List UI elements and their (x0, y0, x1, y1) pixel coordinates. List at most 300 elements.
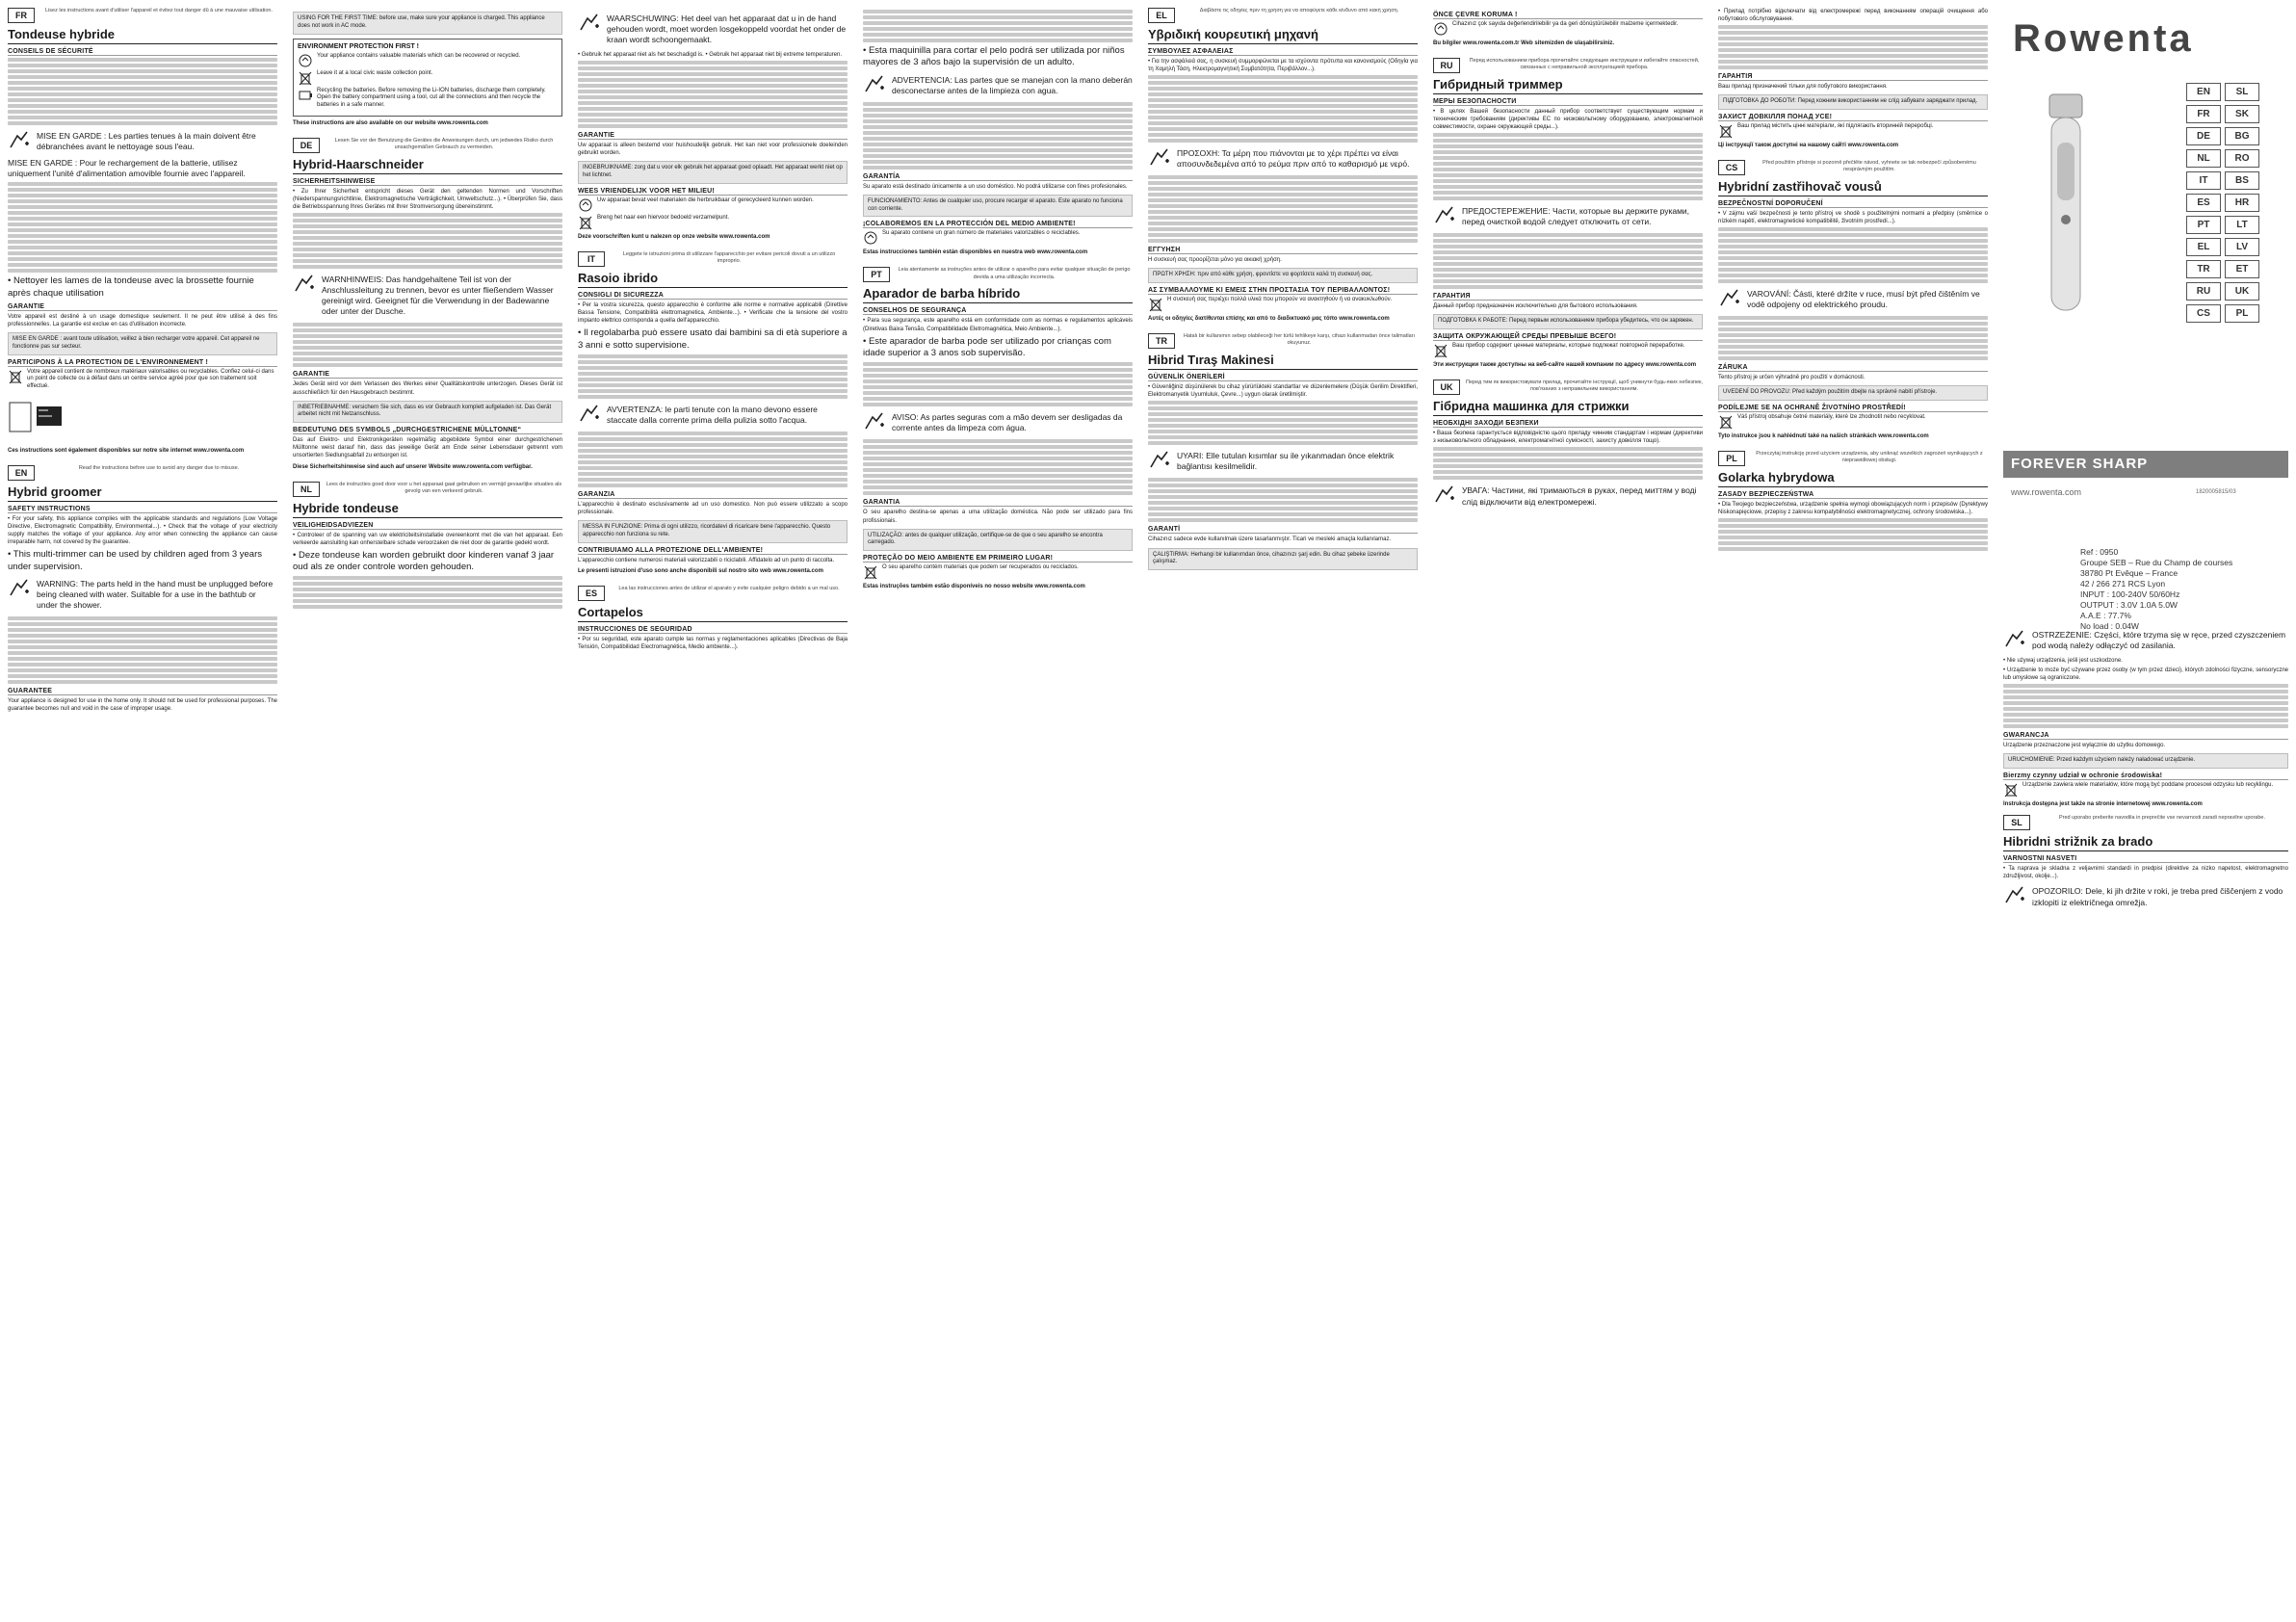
section-sl (2003, 815, 2288, 910)
env-heading: ΑΣ ΣΥΜΒΑΛΛΟΥΜΕ ΚΙ ΕΜΕΙΣ ΣΤΗΝ ΠΡΟΣΤΑΣΙΑ ΤΟΥ ΠΕΡΙΒΑΛΛΟΝΤΟΣ! (1148, 287, 1418, 295)
hand-water-icon (863, 72, 888, 95)
warning-text-2: MISE EN GARDE : Pour le rechargement de la batterie, utilisez uniquement l'unité d'alimentation amovible fournie avec l'appareil. (8, 158, 246, 179)
first-use-box: FUNCIONAMIENTO: Antes de cualquier uso, procure recargar el aparato. Este aparato no funciona con corriente. (863, 195, 1133, 218)
website-note: Ці інструкції також доступні на нашому сайті www.rowenta.com (1718, 143, 1899, 149)
warning-block (863, 409, 1133, 436)
safety-text: • For your safety, this appliance complies with the applicable standards and regulations (Low Voltage Directive, Electromagnetic Compatibility, Environmental...). • Check that the voltage of your electricity supply matches the voltage of your appliance. Any error when connecting the appliance can cause irreparable harm, not covered by the guarantee. (8, 516, 277, 546)
safety-heading: SICHERHEITSHINWEISE (293, 178, 562, 186)
safety-text-2: • Urządzenie to może być używane przez osoby (w tym przez dzieci), których zdolności fizyczne, sensoryczne lub umysłowe są ograniczone. (2003, 667, 2288, 682)
column-7 (1718, 8, 1988, 1614)
first-use-box: ПІДГОТОВКА ДО РОБОТИ: Перед кожним використанням не слід забувати заряджати прилад. (1718, 94, 1988, 110)
safety-text-block (1718, 518, 1988, 551)
warning-text: MISE EN GARDE : Les parties tenues à la main doivent être débranchées avant le nettoyage sous l'eau. (37, 131, 256, 152)
safety-text-block-2 (1718, 316, 1988, 360)
crossed-bin-icon (2003, 782, 2019, 798)
warning-text: WAARSCHUWING: Het deel van het apparaat dat u in de hand gehouden wordt, moet worden losgekoppeld voordat het onder de kraan wordt schoongemaakt. (607, 13, 847, 45)
safety-heading: ΣΥΜΒΟΥΛΕΣ ΑΣΦΑΛΕΙΑΣ (1148, 48, 1418, 56)
safety-heading: ZASADY BEZPIECZEŃSTWA (1718, 491, 1988, 499)
guarantee-text: Uw apparaat is alleen bestemd voor huishoudelijk gebruik. Het kan niet voor professionele doeleinden gebruikt worden. (578, 143, 848, 157)
hand-water-icon (578, 11, 603, 34)
safety-text-block (1718, 25, 1988, 69)
crossed-bin-icon (8, 369, 23, 384)
guarantee-heading: ГАРАНТИЯ (1433, 293, 1703, 301)
hand-water-icon (863, 409, 888, 432)
cleaning-note: • Nettoyer les lames de la tondeuse avec la brossette fournie après chaque utilisation (8, 275, 254, 299)
website-note: Estas instruções também estão disponíveis no nosso website www.rowenta.com (863, 584, 1085, 590)
warning-block (2003, 883, 2288, 910)
section-nl-continued (578, 11, 848, 240)
env-row (1718, 123, 1988, 139)
column-4 (863, 8, 1133, 1614)
env-text: Η συσκευή σας περιέχει πολλά υλικά που μπορούν να ανακτηθούν ή να ανακυκλωθούν. (1167, 297, 1393, 303)
lang-badge: RO (2225, 149, 2259, 168)
guarantee-text: Urządzenie przeznaczone jest wyłącznie do użytku domowego. (2003, 743, 2166, 749)
spec-aae: A.A.E : 77.7% (2080, 611, 2131, 621)
recycle-text: Recycling the batteries. Before removing the Li-ION batteries, discharge them completely. Open the battery compartment using a tool, cut all the connections and then recycle the batteries in a safe manner. (317, 87, 546, 109)
warning-block (863, 72, 1133, 99)
guarantee-text: Su aparato está destinado únicamente a un uso doméstico. No podrá utilizarse con fines profesionales. (863, 183, 1128, 190)
guarantee-heading: GUARANTEE (8, 688, 277, 695)
warning-text: VAROVÁNÍ: Části, které držíte v ruce, musí být před čištěním ve vodě odpojeny od elektrického proudu. (1747, 289, 1980, 310)
hand-water-icon (1148, 448, 1173, 471)
column-3 (578, 8, 848, 1614)
lang-badge: UK (2225, 282, 2259, 301)
lang-code: EN (8, 465, 35, 481)
env-text: Ваш прибор содержит ценные материалы, которые подлежат повторной переработке. (1452, 343, 1685, 350)
intro-text: Hatalı bir kullanımın sebep olabileceği her türlü tehlikeye karşı, cihazı kullanmadan önce talimatları okuyunuz. (1184, 333, 1415, 347)
env-text: Urządzenie zawiera wiele materiałów, które mogą być poddane procesowi odzysku lub recyklingu. (2022, 782, 2274, 789)
spec-company: Groupe SEB – Rue du Champ de courses (2080, 558, 2233, 568)
section-en (8, 465, 277, 713)
warning-block (1148, 145, 1418, 172)
env-text: Cihazınız çok sayıda değerlendirilebilir ya da geri dönüştürülebilir malzeme içermektedir. (1452, 21, 1679, 27)
lang-badge: EN (2186, 83, 2221, 101)
trimmer-product-image (2022, 85, 2109, 335)
safety-text-block (1148, 75, 1418, 143)
warning-text: OPOZORILO: Dele, ki jih držite v roki, je treba pred čiščenjem z vodo izklopiti iz električnega omrežja. (2032, 886, 2283, 907)
product-line-banner: FOREVER SHARP (2003, 451, 2288, 478)
lang-code: UK (1433, 379, 1460, 395)
safety-text: • Ta naprava je skladna z veljavnimi standardi in predpisi (direktive za nizko napetost, elektromagnetno združljivost, okolje...). (2003, 866, 2288, 880)
env-heading: ENVIRONMENT PROTECTION FIRST ! (298, 42, 419, 50)
env-text: Your appliance contains valuable materials which can be recovered or recycled. (317, 52, 521, 59)
section-ru (1433, 58, 1703, 368)
lang-code: EL (1148, 8, 1175, 23)
lang-badge: BS (2225, 171, 2259, 190)
warning-text: ПРЕДОСТЕРЕЖЕНИЕ: Части, которые вы держите руками, перед очисткой водой следует отключить от сети. (1462, 206, 1690, 227)
env-text: Ваш прилад містить цінні матеріали, які підлягають вторинній переробці. (1737, 123, 1934, 130)
hand-water-icon (1433, 203, 1458, 226)
first-use-box: ΠΡΩΤΗ ΧΡΗΣΗ: πριν από κάθε χρήση, φροντίστε να φορτίσετε καλά τη συσκευή σας. (1148, 268, 1418, 283)
safety-text: • Ваша безпека гарантується відповідністю цього приладу чинним стандартам і нормам (директиви з низьковольтного обладнання, електромагнітної сумісності, захисту довкілля тощо). (1433, 431, 1703, 445)
children-note: • Deze tondeuse kan worden gebruikt door kinderen vanaf 3 jaar oud als ze onder controle worden gehouden. (293, 549, 555, 573)
recycle-icon (863, 230, 878, 246)
env-heading: ЗАЩИТА ОКРУЖАЮЩЕЙ СРЕДЫ ПРЕВЫШЕ ВСЕГО! (1433, 333, 1703, 341)
website-note: Bu bilgiler www.rowenta.com.tr Web sitemizden de ulaşabilirsiniz. (1433, 40, 1615, 46)
safety-text-block (1148, 401, 1418, 445)
env-text: Váš přístroj obsahuje četné materiály, které lze zhodnotit nebo recyklovat. (1737, 414, 1926, 421)
env-text: Breng het naar een hiervoor bedoeld verzamelpunt. (597, 215, 730, 222)
children-note: • Este aparador de barba pode ser utilizado por crianças com idade superior a 3 anos sob supervisão. (863, 335, 1111, 358)
section-title: Hybrid-Haarschneider (293, 157, 562, 174)
intro-text: Leia atentamente as instruções antes de utilizar o aparelho para evitar qualquer situação de perigo devida a uma utilização incorrecta. (898, 267, 1131, 280)
safety-text-block-2 (863, 102, 1133, 170)
website-note: Tyto instrukce jsou k nahlédnutí také na našich stránkách www.rowenta.com (1718, 433, 1929, 440)
crossed-bin-icon (1148, 297, 1163, 312)
safety-text-block-2 (578, 432, 848, 487)
safety-heading: МЕРЫ БЕЗОПАСНОСТИ (1433, 98, 1703, 106)
spec-city: 38780 Pt Evêque – France (2080, 568, 2179, 579)
hand-water-icon (1148, 145, 1173, 169)
env-heading: ¡COLABOREMOS EN LA PROTECCIÓN DEL MEDIO AMBIENTE! (863, 221, 1133, 228)
section-es (578, 586, 848, 651)
safety-text: • Por su seguridad, este aparato cumple las normas y reglamentaciones aplicables (Directivas de Baja Tensión, Compatibilidad Electromagnética, Medio ambiente...). (578, 636, 848, 651)
section-uk-continued (1718, 8, 1988, 148)
safety-text-block (1433, 133, 1703, 200)
website-note: Deze voorschriften kunt u nalezen op onze website www.rowenta.com (578, 234, 770, 241)
lang-badge: RU (2186, 282, 2221, 301)
lang-badge: LV (2225, 238, 2259, 256)
website-note: Эти инструкции также доступны на веб-сайте нашей компании по адресу www.rowenta.com (1433, 362, 1697, 369)
lang-badge: BG (2225, 127, 2259, 145)
env-heading: PODÍLEJME SE NA OCHRANĚ ŽIVOTNÍHO PROSTŘEDÍ! (1718, 405, 1988, 412)
warning-text: WARNHINWEIS: Das handgehaltene Teil ist von der Anschlussleitung zu trennen, bevor es unter fließendem Wasser gereinigt wird. Geeignet für die Verwendung in der Badewanne oder unter der Dusche. (322, 275, 554, 317)
lang-badge: NL (2186, 149, 2221, 168)
lang-code: NL (293, 482, 320, 497)
first-use-box: URUCHOMIENIE: Przed każdym użyciem należy naładować urządzenie. (2003, 753, 2288, 769)
safety-text-block (2003, 684, 2288, 728)
website-note: Diese Sicherheitshinweise sind auch auf unserer Website www.rowenta.com verfügbar. (293, 463, 533, 470)
env-text: Su aparato contiene un gran número de materiales valorizables o reciclables. (882, 230, 1081, 237)
env-row (8, 369, 277, 391)
hand-water-icon (2003, 883, 2028, 906)
safety-text: • Güvenliğiniz düşünülerek bu cihaz yürürlükteki standartlar ve düzenlemelere (Düşük Gerilim Direktifleri, Elektromanyetik Uyumluluk, Çevre...) uygun olarak üretilmiştir. (1148, 384, 1418, 399)
safety-text: • Nie używaj urządzenia, jeśli jest uszkodzone. (2003, 658, 2123, 665)
crossed-bin-icon (1718, 123, 1734, 139)
lang-header (863, 267, 1133, 282)
section-es-continued (863, 10, 1133, 255)
lang-code: DE (293, 138, 320, 153)
spec-rcs: 42 / 266 271 RCS Lyon (2080, 579, 2166, 589)
website-note: These instructions are also available on our website www.rowenta.com (293, 119, 488, 126)
guarantee-text: Your appliance is designed for use in the home only. It should not be used for professional purposes. The guarantee becomes null and void in the case of improper usage. (8, 698, 277, 713)
lang-header (293, 138, 562, 153)
lang-badge: TR (2186, 260, 2221, 278)
safety-text-block-2 (863, 439, 1133, 495)
env-heading: CONTRIBUIAMO ALLA PROTEZIONE DELL'AMBIENTE! (578, 547, 848, 555)
env-box (293, 39, 562, 117)
website-note: Estas instrucciones también están disponibles en nuestra web www.rowenta.com (863, 249, 1088, 256)
safety-text-block (578, 354, 848, 399)
children-note: • This multi-trimmer can be used by children aged from 3 years under supervision. (8, 549, 262, 572)
lang-badge: FR (2186, 105, 2221, 123)
safety-text: • V zájmu vaší bezpečnosti je tento přístroj ve shodě s použitelnými normami a předpisy (směrnice o nízkém napětí, elektromagnetické kompatibilitě, životním prostředí...). (1718, 211, 1988, 225)
lang-code: ES (578, 586, 605, 601)
spec-noload: No load : 0.04W (2080, 621, 2139, 632)
safety-text-block (863, 10, 1133, 42)
section-title: Cortapelos (578, 605, 848, 622)
brand-website: www.rowenta.com (2011, 487, 2082, 497)
env-row (578, 197, 848, 213)
spec-ref: Ref : 0950 (2080, 547, 2119, 557)
safety-heading: CONSEILS DE SÉCURITÉ (8, 48, 277, 56)
env-heading: Bierzmy czynny udział w ochronie środowiska! (2003, 772, 2288, 780)
safety-heading: GÜVENLİK ÖNERİLERİ (1148, 374, 1418, 381)
warning-block (8, 576, 277, 614)
section-title: Hibrid Tıraş Makinesi (1148, 353, 1418, 370)
safety-heading: VARNOSTNI NASVETI (2003, 855, 2288, 863)
intro-text: Διαβάστε τις οδηγίες πριν τη χρήση για να αποφύγετε κάθε κίνδυνο από κακή χρήση. (1199, 8, 1399, 13)
warning-block (1148, 448, 1418, 475)
hand-water-icon (8, 128, 33, 151)
section-title: Golarka hybrydowa (1718, 470, 1988, 487)
hand-water-icon (8, 576, 33, 599)
intro-text: Перед использованием прибора прочитайте следующие инструкции и избегайте опасностей, связанных с неправильной эксплуатацией прибора. (1469, 58, 1700, 71)
warning-block (2003, 627, 2288, 654)
section-title: Гібридна машинка для стрижки (1433, 399, 1703, 416)
safety-text-block-2 (1148, 478, 1418, 522)
first-use-box: INBETRIEBNAHME: versichern Sie sich, dass es vor Gebrauch komplett aufgeladen ist. Das Gerät arbeitet nicht mit Netzanschluss. (293, 401, 562, 424)
guarantee-text: Cihazınız sadece evde kullanılmak üzere tasarlanmıştır. Ticari ve mesleki amaçla kullanılamaz. (1148, 536, 1392, 543)
first-use-box: MISE EN GARDE : avant toute utilisation, veillez à bien recharger votre appareil. Cet appareil ne fonctionne pas sur secteur. (8, 332, 277, 355)
lang-code: TR (1148, 333, 1175, 349)
safety-text-block (8, 58, 277, 125)
lang-code: IT (578, 251, 605, 267)
hand-water-icon (2003, 627, 2028, 650)
safety-text-block-2 (8, 182, 277, 273)
env-heading: WEES VRIENDELIJK VOOR HET MILIEU! (578, 188, 848, 196)
section-nl (293, 482, 562, 610)
first-use-box: UVEDENÍ DO PROVOZU: Před každým použitím dbejte na správné nabití přístroje. (1718, 385, 1988, 401)
lang-code: RU (1433, 58, 1460, 73)
lang-badge: SK (2225, 105, 2259, 123)
warning-block (578, 11, 848, 48)
env-row (1433, 21, 1703, 37)
intro-text: Перед тим як використовувати прилад, прочитайте інструкції, щоб уникнути будь-яких небезпек, пов'язаних з неправильним використанням. (1466, 379, 1703, 393)
lang-badge: ET (2225, 260, 2259, 278)
warning-text: AVISO: As partes seguras com a mão devem ser desligadas da corrente antes da limpeza com água. (892, 412, 1123, 433)
guarantee-text: Jedes Gerät wird vor dem Verlassen des Werkes einer Qualitätskontrolle unterzogen. Dieses Gerät ist ausschließlich für den Hausgebrauch bestimmt. (293, 381, 562, 396)
lang-code: CS (1718, 160, 1745, 175)
warning-text: WARNING: The parts held in the hand must be unplugged before being cleaned with water. Suitable for a use in the bathtub or under the shower. (37, 579, 274, 611)
lang-header (1148, 333, 1418, 349)
safety-text-block-2 (293, 323, 562, 367)
first-use-box: INGEBRUIKNAME: zorg dat u voor elk gebruik het apparaat goed oplaadt. Het apparaat werkt niet op het lichtnet. (578, 161, 848, 184)
recycle-icon (298, 53, 313, 68)
lang-badge: LT (2225, 216, 2259, 234)
guarantee-heading: GARANTIE (293, 371, 562, 379)
section-de (293, 138, 562, 470)
section-it (578, 251, 848, 574)
safety-text-block (293, 576, 562, 609)
safety-text: • В целях Вашей безопасности данный прибор соответствует существующим нормам и техническим требованиям (директивы ЕС по низковольтному оборудованию, электромагнитной совместимости, охране окружающей среды...). (1433, 109, 1703, 131)
safety-text: • Прилад потрібно відключати від електромережі перед виконанням операцій очищення або побутового обслуговування. (1718, 9, 1988, 23)
env-row (298, 70, 558, 86)
env-heading: BEDEUTUNG DES SYMBOLS „DURCHGESTRICHENE MÜLLTONNE“ (293, 427, 562, 434)
section-en-continued (293, 12, 562, 126)
env-heading: PROTEÇÃO DO MEIO AMBIENTE EM PRIMEIRO LUGAR! (863, 555, 1133, 562)
first-use-box: ПОДГОТОВКА К РАБОТЕ: Перед первым использованием прибора убедитесь, что он заряжен. (1433, 314, 1703, 329)
lang-header (1433, 58, 1703, 73)
guarantee-heading: GARANTIE (8, 303, 277, 311)
section-title: Tondeuse hybride (8, 27, 277, 44)
lang-header (578, 586, 848, 601)
guarantee-text: Ваш прилад призначений тільки для побутового використання. (1718, 84, 1888, 91)
section-pl (1718, 451, 1988, 551)
safety-heading: НЕОБХІДНІ ЗАХОДИ БЕЗПЕКИ (1433, 420, 1703, 428)
guarantee-heading: ZÁRUKA (1718, 364, 1988, 372)
lang-header (1718, 160, 1988, 175)
guarantee-text: Η συσκευή σας προορίζεται μόνο για οικιακή χρήση. (1148, 257, 1282, 264)
crossed-bin-icon (578, 215, 593, 230)
safety-text-block (293, 213, 562, 269)
section-cs (1718, 160, 1988, 439)
cover-column (2003, 8, 2288, 1614)
safety-heading: SAFETY INSTRUCTIONS (8, 506, 277, 513)
hand-water-icon (1718, 286, 1743, 309)
crossed-bin-icon (1433, 343, 1448, 358)
recycle-icon (578, 197, 593, 213)
guarantee-text: L'apparecchio è destinato esclusivamente ad un uso domestico. Non può essere utilizzato a scopo professionale. (578, 502, 848, 516)
website-note: Le presenti istruzioni d'uso sono anche disponibili sul nostro sito web www.rowenta.com (578, 567, 823, 574)
safety-text-block (1433, 447, 1703, 480)
guarantee-text: Tento přístroj je určen výhradně pro použití v domácnosti. (1718, 375, 1866, 381)
intro-text: Lisez les instructions avant d'utiliser l'appareil et évitez tout danger dû à une mauvaise utilisation. (45, 8, 273, 13)
guarantee-heading: GARANZIA (578, 491, 848, 499)
battery-icon (298, 88, 313, 103)
section-pt (863, 267, 1133, 589)
guarantee-heading: GARANTIE (578, 132, 848, 140)
section-title: Hybride tondeuse (293, 501, 562, 518)
warning-block (1718, 286, 1988, 313)
section-title: Υβριδική κουρευτική μηχανή (1148, 27, 1418, 44)
guarantee-text: Votre appareil est destiné à un usage domestique seulement. Il ne peut être utilisé à des fins professionnelles. La garantie est exclue en cas d'utilisation incorrecte. (8, 313, 277, 327)
hand-water-icon (1433, 483, 1458, 506)
cover-continued-text (2003, 624, 2288, 923)
safety-heading: CONSIGLI DI SICUREZZA (578, 292, 848, 300)
safety-text: • Gebruik het apparaat niet als het beschadigd is. • Gebruik het apparaat niet bij extreme temperaturen. (578, 52, 843, 59)
lang-badge: SL (2225, 83, 2259, 101)
safety-text-block (863, 362, 1133, 406)
env-text: O seu aparelho contém materiais que podem ser recuperados ou reciclados. (882, 564, 1079, 571)
children-note: • Il regolabarba può essere usato dai bambini sa di età superiore a 3 anni e sotto supervisione. (578, 327, 848, 351)
safety-text-block (1718, 227, 1988, 283)
env-row (1433, 343, 1703, 358)
safety-heading: VEILIGHEIDSADVIEZEN (293, 522, 562, 530)
column-6 (1433, 8, 1703, 1614)
lang-header (578, 251, 848, 267)
column-5 (1148, 8, 1418, 1614)
lang-badge: PT (2186, 216, 2221, 234)
spec-input: INPUT : 100-240V 50/60Hz (2080, 589, 2180, 600)
spec-output: OUTPUT : 3.0V 1.0A 5.0W (2080, 600, 2178, 611)
env-row (863, 230, 1133, 246)
section-tr (1148, 333, 1418, 570)
intro-text: Przeczytaj instrukcję przed użyciem urządzenia, aby uniknąć wszelkich zagrożeń wynikających z nieprawidłowej obsługi. (1756, 451, 1983, 464)
guarantee-heading: ГАРАНТІЯ (1718, 73, 1988, 81)
safety-text: • Controleer of de spanning van uw elektriciteitsinstallatie overeenkomt met die van het apparaat. Een verkeerde aansluiting kan onherstelbare schade veroorzaken die niet door de garantie gedekt wordt. (293, 532, 562, 546)
guarantee-text: Данный прибор предназначен исключительно для бытового использования. (1433, 303, 1638, 310)
intro-text: Lees de instructies goed door voor u het apparaat gaat gebruiken en vermijd gevaarlijke situaties als gevolg van een verkeerd gebruik. (326, 481, 562, 494)
guarantee-heading: GARANTİ (1148, 526, 1418, 534)
env-row (1718, 414, 1988, 430)
env-heading: ÖNCE ÇEVRE KORUMA ! (1433, 12, 1703, 19)
safety-text: • Per la vostra sicurezza, questo apparecchio è conforme alle norme e normative applicabili (Direttive Bassa Tensione, Compatibilità elettromagnetica, Ambiente...). • Verificate che la tensione del vostro impianto elettrico corrisponda a quella dell'apparecchio. (578, 302, 848, 325)
section-tr-continued (1433, 12, 1703, 46)
website-note: Instrukcja dostępna jest także na stronie internetowej www.rowenta.com (2003, 801, 2203, 808)
crossed-bin-icon (1718, 414, 1734, 430)
lang-header (1148, 8, 1418, 23)
warning-text: УВАГА: Частини, які тримаються в руках, перед миттям у воді слід відключити від електромережі. (1462, 485, 1697, 507)
section-title: Гибридный триммер (1433, 77, 1703, 94)
lang-badge: PL (2225, 304, 2259, 323)
lang-header (8, 8, 277, 23)
safety-heading: CONSELHOS DE SEGURANÇA (863, 307, 1133, 315)
warning-block (1433, 483, 1703, 510)
battery-removal-illustration (8, 397, 65, 435)
section-uk (1433, 379, 1703, 510)
website-note: Ces instructions sont également disponibles sur notre site internet www.rowenta.com (8, 448, 245, 455)
lang-badge: ES (2186, 194, 2221, 212)
lang-code: PT (863, 267, 890, 282)
column-1 (8, 8, 277, 1614)
env-text: Uw apparaat bevat veel materialen die herbruikbaar of gerecycleerd kunnen worden. (597, 197, 814, 204)
lang-code: FR (8, 8, 35, 23)
intro-text: Lea las instrucciones antes de utilizar el aparato y evite cualquier peligro debido a un mal uso. (618, 585, 840, 591)
brand-logo: Rowenta (2013, 17, 2194, 60)
safety-heading: INSTRUCCIONES DE SEGURIDAD (578, 626, 848, 634)
warning-block (1433, 203, 1703, 230)
intro-text: Lesen Sie vor der Benutzung die Gerätes die Anweisungen durch, um jedwedes Risiko durch unsachgemäßen Gebrauch zu vermeiden. (334, 137, 554, 151)
env-text: Leave it at a local civic waste collection point. (317, 69, 433, 76)
first-use-box: ÇALIŞTIRMA: Herhangi bir kullanımdan önce, cihazınızı şarj edin. Bu cihaz şebeke üzerinde çalışmaz. (1148, 548, 1418, 571)
env-heading: ЗАХИСТ ДОВКІЛЛЯ ПОНАД УСЕ! (1718, 114, 1988, 121)
env-row (1148, 297, 1418, 312)
lang-badge: HR (2225, 194, 2259, 212)
first-use-box: USING FOR THE FIRST TIME: before use, make sure your appliance is charged. This appliance does not work in AC mode. (293, 12, 562, 35)
safety-text-block (578, 61, 848, 128)
safety-text-block-2 (1148, 175, 1418, 243)
crossed-bin-icon (863, 564, 878, 580)
first-use-box: UTILIZAÇÃO: antes de qualquer utilização, certifique-se de que o seu aparelho se encontra carregado. (863, 529, 1133, 552)
first-use-box: MESSA IN FUNZIONE: Prima di ogni utilizzo, ricordatevi di ricaricare bene l'apparecchio. Questo apparecchio non funziona su rete. (578, 520, 848, 543)
guarantee-heading: GARANTIA (863, 499, 1133, 507)
env-row (298, 53, 558, 68)
reference-code: 1820005815/03 (2196, 489, 2236, 495)
crossed-bin-icon (298, 70, 313, 86)
safety-text: • Για την ασφάλειά σας, η συσκευή συμμορφώνεται με τα ισχύοντα πρότυπα και κανονισμούς (Οδηγία για τη Χαμηλή Τάση, Ηλεκτρομαγνητική Συμβατότητα, Περιβάλλον...). (1148, 59, 1418, 73)
safety-text: • Dla Twojego bezpieczeństwa, urządzenie spełnia wymogi obowiązujących norm i przepisów (Dyrektywy Niskonapięciowe, przepisy z zakresu kompatybilności elektromagnetycznej, ochrony środowiska...). (1718, 502, 1988, 516)
env-row (863, 564, 1133, 580)
env-heading: PARTICIPONS À LA PROTECTION DE L'ENVIRONNEMENT ! (8, 359, 277, 367)
recycle-icon (1433, 21, 1448, 37)
env-row (298, 88, 558, 110)
lang-badge: EL (2186, 238, 2221, 256)
safety-text: • Para sua segurança, este aparelho está em conformidade com as normas e regulamentos aplicáveis (Diretivas Baixa Tensão, Compatibilidade Eletromagnética, Meio Ambiente...). (863, 318, 1133, 332)
hand-water-icon (293, 272, 318, 295)
env-text: Das auf Elektro- und Elektronikgeräten regelmäßig abgebildete Symbol einer durchgestrichenen Mülltonne weist darauf hin, dass das jeweilige Gerät am Ende seiner Lebensdauer getrennt vom unsortierten Siedlungsabfall zu entsorgen ist. (293, 437, 562, 459)
env-text: L'apparecchio contiene numerosi materiali valorizzabili o riciclabili. Affidatelo ad un punto di raccolta. (578, 557, 835, 563)
section-title: Hibridni strižnik za brado (2003, 834, 2288, 851)
section-title: Hybrid groomer (8, 484, 277, 502)
safety-heading: BEZPEČNOSTNÍ DOPORUČENÍ (1718, 200, 1988, 208)
safety-text-block (8, 616, 277, 684)
env-row (2003, 782, 2288, 798)
intro-text: Leggete le istruzioni prima di utilizzare l'apparecchio per evitare pericoli dovuti a un utilizzo improprio. (622, 251, 836, 265)
language-grid (2186, 83, 2259, 323)
spec-block (2080, 547, 2232, 632)
warning-block (578, 402, 848, 429)
